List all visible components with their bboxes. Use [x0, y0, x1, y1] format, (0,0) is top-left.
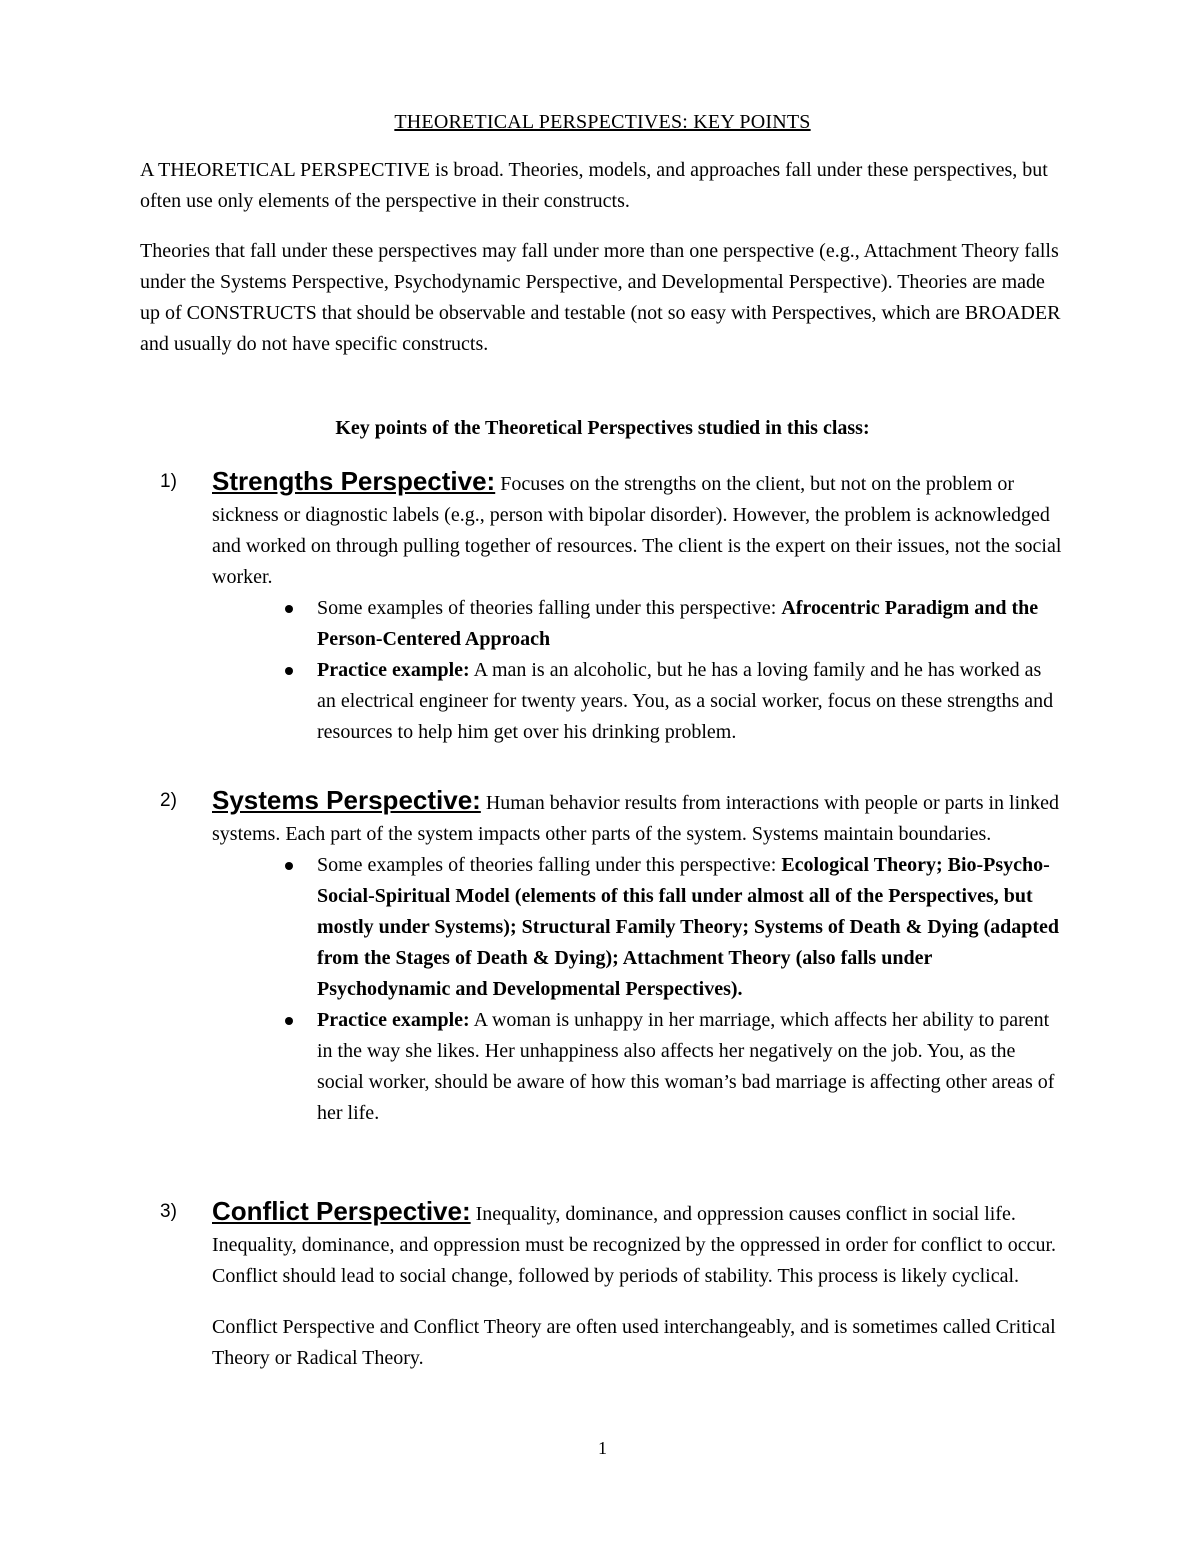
- section-description: Human behavior results from interactions with people or parts in linked systems. Each part of the system impacts other parts of the system. Systems maintain boundaries.: [212, 792, 1060, 845]
- examples-theories: Ecological Theory; Bio-Psycho-Social-Spiritual Model (elements of this fall under almost all of the Perspectives, but mostly under Systems); Structural Family Theory; Systems of Death & Dying (adapted from the Stages of Death & Dying); Attachment Theory (also falls under Psychodynamic and Developmental Perspectives).: [317, 854, 1060, 1000]
- examples-lead: Some examples of theories falling under this perspective:: [317, 597, 782, 619]
- page-number: 1: [598, 1438, 607, 1458]
- bullet-item-practice: [317, 1005, 1065, 1129]
- bullet-list: [140, 850, 1065, 1129]
- section-description: Inequality, dominance, and oppression causes conflict in social life. Inequality, dominance, and oppression must be recognized by the oppressed in order for conflict to occur. Conflict should lead to social change, followed by periods of stability. This process is likely cyclical.: [212, 1203, 1057, 1287]
- bullet-item-examples: [317, 850, 1065, 1005]
- bullet-item-examples: [317, 593, 1065, 655]
- practice-label: Practice example:: [317, 659, 470, 681]
- section-strengths-perspective: [140, 466, 1065, 748]
- bullet-dot-icon: [285, 667, 293, 675]
- document-page: [140, 0, 1065, 1553]
- key-points-heading: Key points of the Theoretical Perspectives studied in this class:: [335, 417, 870, 439]
- section-systems-perspective: [140, 785, 1065, 1129]
- bullet-item-practice: [317, 655, 1065, 748]
- section-heading: Strengths Perspective:: [212, 466, 496, 496]
- bullet-dot-icon: [285, 605, 293, 613]
- bullet-dot-icon: [285, 1017, 293, 1025]
- section-body: [140, 785, 1065, 850]
- bullet-list: [140, 593, 1065, 748]
- section-number: 2): [160, 790, 177, 811]
- section-heading: Systems Perspective:: [212, 785, 481, 815]
- section-conflict-perspective: [140, 1196, 1065, 1374]
- section-heading: Conflict Perspective:: [212, 1196, 471, 1226]
- bullet-dot-icon: [285, 862, 293, 870]
- section-body: [140, 466, 1065, 593]
- practice-text: A man is an alcoholic, but he has a loving family and he has worked as an electrical engineer for twenty years. You, as a social worker, focus on these strengths and resources to help him get over his drinking problem.: [317, 659, 1054, 743]
- document-title: THEORETICAL PERSPECTIVES: KEY POINTS: [394, 111, 811, 133]
- intro-paragraph-1: A THEORETICAL PERSPECTIVE is broad. Theories, models, and approaches fall under these perspectives, but often use only elements of the perspective in their constructs.: [140, 159, 1048, 212]
- section-number: 3): [160, 1201, 177, 1222]
- practice-label: Practice example:: [317, 1009, 470, 1031]
- section-extra-paragraph: Conflict Perspective and Conflict Theory are often used interchangeably, and is sometimes called Critical Theory or Radical Theory.: [212, 1316, 1056, 1369]
- intro-paragraph-2: Theories that fall under these perspectives may fall under more than one perspective (e.g., Attachment Theory falls under the Systems Perspective, Psychodynamic Perspective, and Developmental Perspective). Theories are made up of CONSTRUCTS that should be observable and testable (not so easy with Perspectives, which are BROADER and usually do not have specific constructs.: [140, 240, 1061, 355]
- section-number: 1): [160, 471, 177, 492]
- practice-text: A woman is unhappy in her marriage, which affects her ability to parent in the way she likes. Her unhappiness also affects her negatively on the job. You, as the social worker, should be aware of how this woman’s bad marriage is affecting other areas of her life.: [317, 1009, 1055, 1124]
- section-description: Focuses on the strengths on the client, but not on the problem or sickness or diagnostic labels (e.g., person with bipolar disorder). However, the problem is acknowledged and worked on through pulling together of resources. The client is the expert on their issues, not the social worker.: [212, 473, 1062, 588]
- examples-lead: Some examples of theories falling under this perspective:: [317, 854, 782, 876]
- section-body: [140, 1196, 1065, 1292]
- examples-theories: Afrocentric Paradigm and the Person-Centered Approach: [317, 597, 1039, 650]
